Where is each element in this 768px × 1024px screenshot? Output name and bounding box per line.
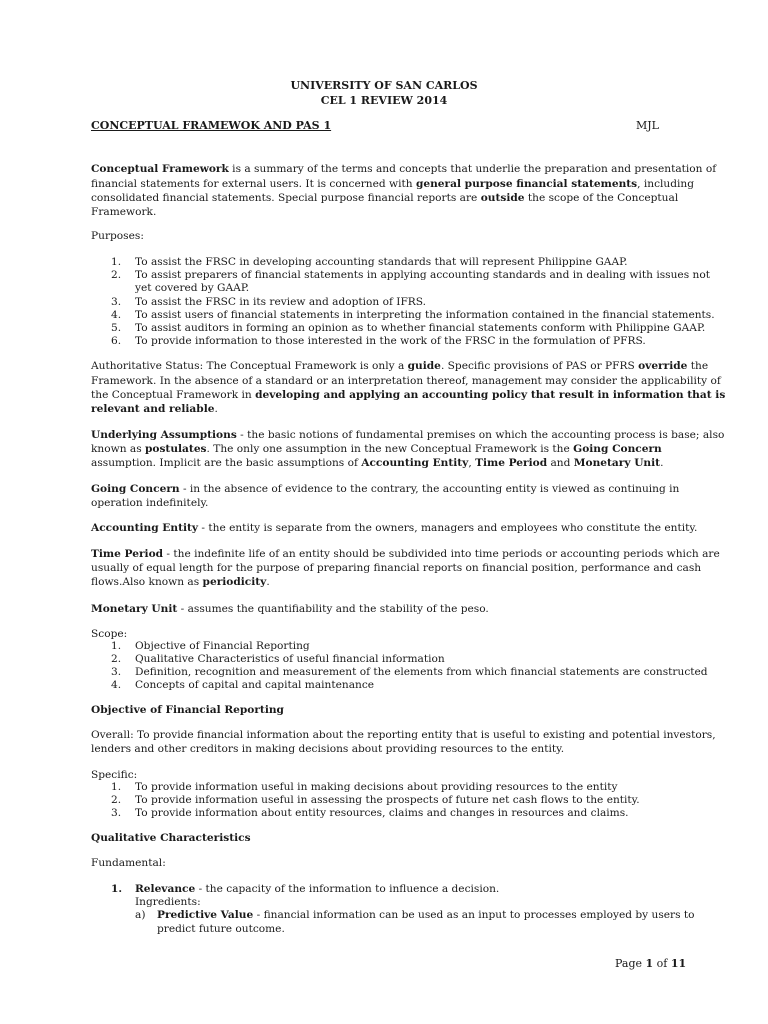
list-item: To provide information about entity resources, claims and changes in resources and claims. (135, 807, 629, 819)
topic-title: CONCEPTUAL FRAMEWOK AND PAS 1 (91, 119, 332, 132)
list-item-number: 4. (111, 309, 122, 321)
review-title: CEL 1 REVIEW 2014 (320, 94, 448, 107)
purposes-label: Purposes: (91, 230, 144, 242)
list-item: To assist the FRSC in developing accounting standards that will represent Philippine GAAP. (135, 256, 628, 268)
list-item-number: 1. (111, 640, 122, 652)
page-number: Page 1 of 11 (615, 957, 687, 970)
list-item: To assist users of financial statements in interpreting the information contained in the financial statements. (135, 309, 715, 321)
list-item-number: 1. (111, 781, 122, 793)
list-item-number: 2. (111, 653, 122, 665)
list-item: To provide information to those interested in the work of the FRSC in the formulation of PFRS. (135, 335, 646, 347)
qc-heading: Qualitative Characteristics (91, 832, 251, 844)
scope-label: Scope: (91, 628, 128, 640)
list-item-continuation: yet covered by GAAP. (135, 282, 250, 294)
predictive-value-item: Predictive Value - financial information can be used as an input to processes employed by users to (157, 909, 695, 921)
list-item: To provide information useful in making decisions about providing resources to the entity (135, 781, 618, 793)
list-item-number: 3. (111, 666, 122, 678)
list-item-number: 1. (111, 256, 122, 268)
list-item-number: 3. (111, 296, 122, 308)
list-item-number: 6. (111, 335, 122, 347)
list-item: Definition, recognition and measurement of the elements from which financial statements are constructed (135, 666, 708, 678)
ingredients-label: Ingredients: (135, 896, 201, 908)
list-item-number: 2. (111, 794, 122, 806)
list-item: Concepts of capital and capital maintenance (135, 679, 375, 691)
list-item: To assist preparers of financial statements in applying accounting standards and in dealing with issues not (135, 269, 710, 281)
list-item-number: 1. (111, 883, 123, 895)
cf-term: Conceptual Framework (91, 163, 229, 175)
list-item: To assist auditors in forming an opinion as to whether financial statements conform with Philippine GAAP. (135, 322, 706, 334)
specific-label: Specific: (91, 769, 138, 781)
university-title: UNIVERSITY OF SAN CARLOS (290, 79, 478, 92)
list-item-number: 2. (111, 269, 122, 281)
list-item-number: 3. (111, 807, 122, 819)
list-item-number: 5. (111, 322, 122, 334)
ofr-overall-line2: lenders and other creditors in making decisions about providing resources to the entity. (91, 743, 565, 755)
list-item-letter: a) (135, 909, 146, 921)
ofr-overall-line1: Overall: To provide financial information about the reporting entity that is useful to existing and potential investors, (91, 729, 716, 741)
list-item: Qualitative Characteristics of useful financial information (135, 653, 445, 665)
relevance-item: Relevance - the capacity of the information to influence a decision. (135, 883, 500, 895)
list-item: To assist the FRSC in its review and adoption of IFRS. (135, 296, 427, 308)
ua-term: Underlying Assumptions (91, 429, 237, 441)
list-item: To provide information useful in assessing the prospects of future net cash flows to the entity. (135, 794, 640, 806)
document-page: UNIVERSITY OF SAN CARLOS CEL 1 REVIEW 2014 CONCEPTUAL FRAMEWOK AND PAS 1 MJL Conceptual Framework is a summary of the terms and concepts that underlie the preparation and presentation of financial statements for external users. It is concerned with general purpose financial statements, including consolidated financial statements. Special purpose financial reports are outside the scope of the Conceptual Framework. Purposes: 1. To assist the FRSC in developing accounting standards that will represent Philippine GAAP. 2. To assist preparers of financial statements in applying accounting standards and in dealing with issues not yet covered by GAAP. 3. To assist the FRSC in its review and adoption of IFRS. 4. To assist users of financial statements in interpreting the information contained in the financial statements. 5. To assist auditors in forming an opinion as to whether financial statements conform with Philippine GAAP. 6. To provide information to those interested in the work of the FRSC in the formulation of PFRS. Authoritative Status: The Conceptual Framework is only a guide. Specific provisions of PAS or PFRS override the Framework. In the absence of a standard or an interpretation thereof, management may consider the applicability of the Conceptual Framework in developing and applying an accounting policy that result in information that is relevant and reliable. Underlying Assumptions - the basic notions of fundamental premises on which the accounting process is base; also known as postulates. The only one assumption in the new Conceptual Framework is the Going Concern assumption. Implicit are the basic assumptions of Accounting Entity, Time Period and Monetary Unit. Going Concern - in the absence of evidence to the contrary, the accounting entity is viewed as continuing in operation indefinitely. Accounting Entity - the entity is separate from the owners, managers and employees who constitute the entity. Time Period - the indefinite life of an entity should be subdivided into time periods or accounting periods which are usually of equal length for the purpose of preparing financial reports on financial position, performance and cash flows.Also known as periodicity. Monetary Unit - assumes the quantifiability and the stability of the peso. Scope: 1. Objective of Financial Reporting 2. Qualitative Characteristics of useful financial information 3. Definition, recognition and measurement of the elements from which financial statements are constructed 4. Concepts of capital and capital maintenance Objective of Financial Reporting Overall: To provide financial information about the reporting entity that is useful to existing and potential investors, lenders and other creditors in making decisions about providing resources to the entity. Specific: 1. To provide information useful in making decisions about providing resources to the entity 2. To provide information useful in assessing the prospects of future net cash flows to the entity. 3. To provide information about entity resources, claims and changes in resources and claims. Qualitative Characteristics Fundamental: 1. Relevance - the capacity of the information to influence a decision. Ingredients: a) Predictive Value - financial information can be used as an input to processes employed by users to predict future outcome. Page 1 of 11 (0, 0, 768, 1024)
author-initials: MJL (636, 119, 659, 132)
list-item: Objective of Financial Reporting (135, 640, 310, 652)
accounting-entity-paragraph: Accounting Entity - the entity is separate from the owners, managers and employees who constitute the entity. (91, 522, 698, 534)
ofr-heading: Objective of Financial Reporting (91, 704, 284, 716)
fundamental-label: Fundamental: (91, 857, 166, 869)
monetary-unit-paragraph: Monetary Unit - assumes the quantifiability and the stability of the peso. (91, 603, 489, 615)
list-item-number: 4. (111, 679, 122, 691)
